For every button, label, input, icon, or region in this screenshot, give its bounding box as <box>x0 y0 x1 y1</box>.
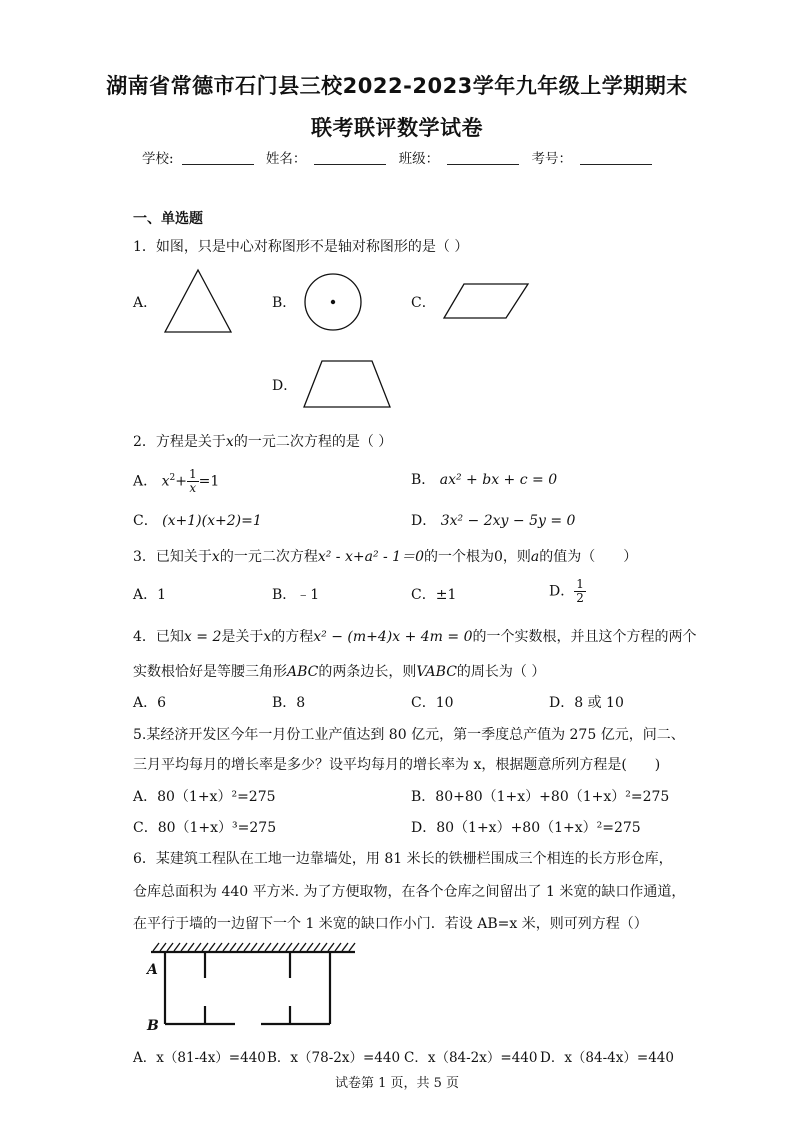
q2-option-c[interactable] <box>133 510 262 530</box>
wall-hatching <box>153 943 355 951</box>
q2-stem-text-end: 的一元二次方程的是（ ） <box>233 434 393 450</box>
q1-stem: 1．如图，只是中心对称图形不是轴对称图形的是（ ） <box>133 239 469 255</box>
q6-option-d[interactable]: D．x（84-4x）=440 <box>540 1050 674 1066</box>
q5-stem-line1: 5.某经济开发区今年一月份工业产值达到 80 亿元，第一季度总产值为 275 亿元，问二、 <box>133 727 685 743</box>
school-field-blank[interactable] <box>182 150 254 165</box>
q1-option-a-label[interactable]: A． <box>133 295 158 311</box>
q6-option-c[interactable]: C．x（84-2x）=440 <box>404 1050 538 1066</box>
section-title: 一、单选题 <box>133 211 203 227</box>
q2-stem-text: 2．方程是关于 <box>133 434 226 450</box>
q2-option-a-fraction <box>187 468 199 495</box>
q4-option-b[interactable]: B．8 <box>272 695 306 711</box>
q3-stem-variable-a: a <box>530 549 540 565</box>
name-field-label: 姓名： <box>265 151 307 167</box>
q2-option-a-x: x <box>161 473 170 490</box>
q3-option-d-numerator: 1 <box>576 577 584 591</box>
warehouse-fence-diagram <box>143 938 358 1034</box>
q3-option-d-denominator: 2 <box>576 591 584 605</box>
q4-text-3: 的方程 <box>271 629 314 645</box>
q6-stem-line2: 仓库总面积为 440 平方米. 为了方便取物，在各个仓库之间留出了 1 米宽的缺口作通道， <box>133 884 686 900</box>
q3-stem-text: 3．已知关于 <box>133 549 212 565</box>
q2-stem-variable: x <box>225 434 234 450</box>
class-field-blank[interactable] <box>447 150 519 165</box>
exam-number-field-label: 考号： <box>531 151 572 167</box>
q2-option-b-expr: ax² + bx + c = 0 <box>439 472 558 488</box>
page-title-line2: 联考联评数学试卷 <box>311 116 483 140</box>
q3-option-d-label: D． <box>549 583 575 600</box>
q3-option-b[interactable]: B．﹣1 <box>272 587 320 603</box>
q3-option-c[interactable]: C．±1 <box>411 587 457 603</box>
student-info-fields <box>0 147 794 167</box>
page-title-line1: 湖南省常德市石门县三校2022-2023学年九年级上学期期末 <box>106 74 688 98</box>
class-field-label: 班级： <box>398 151 440 167</box>
page-footer: 试卷第 1 页，共 5 页 <box>334 1076 460 1091</box>
q3-stem-text-3: 的一个根为0，则 <box>424 549 531 565</box>
q5-option-b[interactable]: B．80+80（1+x）+80（1+x）²=275 <box>411 789 670 805</box>
q4-text-end: 的周长为（ ） <box>456 664 546 680</box>
q2-option-c-label: C． <box>133 513 158 529</box>
fence-lines <box>165 952 330 1024</box>
q5-option-c[interactable]: C．80（1+x）³=275 <box>133 820 277 836</box>
q4-text-5: 实数根恰好是等腰三角形 <box>133 664 287 680</box>
q2-option-a-label: A． <box>133 473 158 490</box>
q5-stem-line2: 三月平均每月的增长率是多少？设平均每月的增长率为 x，根据题意所列方程是( ) <box>133 757 661 773</box>
q2-option-b[interactable] <box>411 469 557 489</box>
q4-equation: x² − (m+4)x + 4m = 0 <box>313 629 473 645</box>
q4-root-equation: x = 2 <box>183 629 222 645</box>
school-field-label: 学校: <box>142 151 174 167</box>
triangle-icon <box>163 268 233 334</box>
q2-option-a-rhs: =1 <box>198 473 220 490</box>
q4-text: 4．已知 <box>133 629 184 645</box>
q3-option-d-fraction <box>574 578 586 605</box>
q3-equation: x² - x+a² - 1＝0 <box>317 549 424 565</box>
parallelogram-icon <box>442 282 530 320</box>
q3-stem <box>133 546 637 566</box>
q4-text-2: 是关于 <box>221 629 264 645</box>
q5-option-d[interactable]: D．80（1+x）+80（1+x）²=275 <box>411 820 641 836</box>
q6-option-b[interactable]: B．x（78-2x）=440 <box>267 1050 401 1066</box>
q2-option-d-expr: 3x² − 2xy − 5y = 0 <box>440 513 576 529</box>
q3-stem-text-2: 的一元二次方程 <box>219 549 318 565</box>
q3-stem-text-end: 的值为（ ） <box>539 549 638 565</box>
q2-option-a-denominator: x <box>189 481 197 495</box>
q4-triangle-abc: ABC <box>287 664 319 680</box>
q6-stem-line1: 6．某建筑工程队在工地一边靠墙处，用 81 米长的铁栅栏围成三个相连的长方形仓库， <box>133 851 673 867</box>
trapezoid-icon <box>302 359 392 409</box>
q2-option-c-expr: (x+1)(x+2)=1 <box>162 513 262 529</box>
q2-option-a[interactable]: A． $x^2+$ $\frac{1}{x}$ =1 <box>133 467 220 495</box>
q2-option-d[interactable] <box>411 510 575 530</box>
q4-text-6: 的两条边长，则 <box>318 664 417 680</box>
q4-variable: x <box>263 629 272 645</box>
q2-option-a-numerator: 1 <box>188 467 197 481</box>
q4-stem-line2 <box>133 661 545 681</box>
q3-option-a[interactable]: A．1 <box>133 587 167 603</box>
q3-stem-variable: x <box>211 549 220 565</box>
q2-option-d-label: D． <box>411 513 437 529</box>
exam-number-field-blank[interactable] <box>580 150 652 165</box>
q4-stem-line1 <box>133 626 697 646</box>
q2-stem <box>133 431 392 451</box>
q5-option-a[interactable]: A．80（1+x）²=275 <box>133 789 276 805</box>
q4-option-a[interactable]: A．6 <box>133 695 167 711</box>
circle-with-center-dot-icon <box>303 272 363 332</box>
q6-stem-line3: 在平行于墙的一边留下一个 1 米宽的缺口作小门．若设 AB=x 米，则可列方程（） <box>133 916 648 932</box>
name-field-blank[interactable] <box>314 150 386 165</box>
q6-option-a[interactable]: A．x（81-4x）=440 <box>133 1050 266 1066</box>
q4-option-d[interactable]: D．8 或 10 <box>549 695 624 711</box>
q4-text-4: 的一个实数根，并且这个方程的两个 <box>472 629 697 645</box>
q3-option-d[interactable] <box>549 578 586 605</box>
q1-option-c-label[interactable]: C． <box>411 295 436 311</box>
q4-triangle-vabc: VABC <box>416 664 457 680</box>
q1-option-d-label[interactable]: D． <box>272 378 298 394</box>
point-a-label: A <box>147 962 158 978</box>
point-b-label: B <box>147 1018 159 1034</box>
q1-option-b-label[interactable]: B． <box>272 295 297 311</box>
q4-option-c[interactable]: C．10 <box>411 695 454 711</box>
q2-option-b-label: B． <box>411 472 436 488</box>
